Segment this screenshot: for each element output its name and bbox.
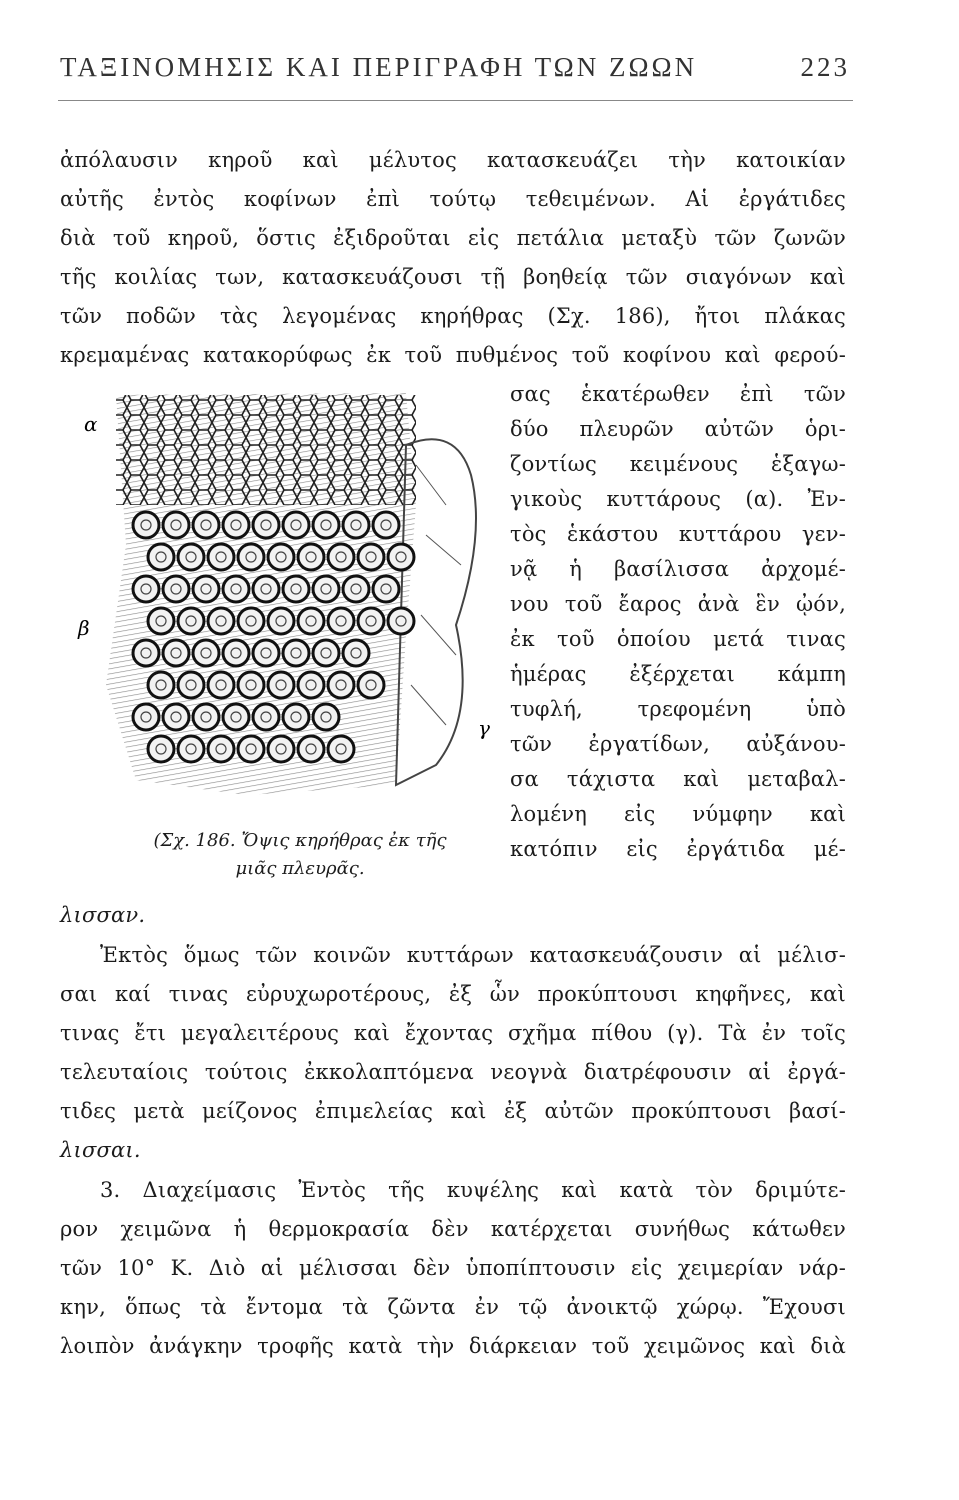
text-line: ἀπόλαυσιν κηροῦ καὶ μέλυτος κατασκευάζει τὴν κατοικίαν (60, 148, 846, 172)
capped-cell (238, 736, 264, 762)
text-line: σαι καί τινας εὐρυχωροτέρους, ἐξ ὧν προκύπτουσι κηφῆνες, καὶ (60, 982, 846, 1006)
capped-cell (313, 576, 339, 602)
capped-cell (268, 736, 294, 762)
capped-cell (283, 704, 309, 730)
text-line: τῆς κοιλίας των, κατασκευάζουσι τῇ βοηθείᾳ τῶν σιαγόνων καὶ (60, 265, 846, 289)
text-line: κρεμαμένας κατακορύφως ἐκ τοῦ πυθμένος τοῦ κοφίνου καὶ φερού- (60, 343, 846, 367)
label-a: α (84, 412, 98, 436)
capped-cell (253, 704, 279, 730)
text-line: νου τοῦ ἔαρος ἀνὰ ἓν ᾠόν, (510, 592, 846, 616)
header-title: ΤΑΞΙΝΟΜΗΣΙΣ ΚΑΙ ΠΕΡΙΓΡΑΦΗ ΤΩΝ ΖΩΩΝ (60, 52, 698, 82)
capped-cell (298, 544, 324, 570)
capped-cell (148, 608, 174, 634)
capped-cell (178, 672, 204, 698)
capped-cell (208, 608, 234, 634)
capped-cell (163, 576, 189, 602)
text-line: λισσαι. (60, 1138, 141, 1162)
running-header (60, 52, 850, 83)
capped-cell (178, 544, 204, 570)
text-line: δύο πλευρῶν αὐτῶν ὁρι- (510, 417, 846, 441)
text-line: λομένη εἰς νύμφην καὶ (510, 802, 846, 826)
capped-cell (283, 512, 309, 538)
text-line: γικοὺς κυττάρους (α). Ἐν- (510, 487, 846, 511)
capped-cell (298, 608, 324, 634)
label-c: γ (478, 716, 490, 740)
text-line: ἐκ τοῦ ὁποίου μετά τινας (510, 627, 846, 651)
capped-cell (328, 544, 354, 570)
capped-cell (148, 544, 174, 570)
text-line: τῶν ἐργατίδων, αὐξάνου- (510, 732, 846, 756)
capped-cell (298, 736, 324, 762)
capped-cell (343, 576, 369, 602)
capped-cell (298, 672, 324, 698)
capped-cell (388, 544, 414, 570)
label-b: β (78, 616, 90, 640)
page-number: 223 (800, 52, 850, 82)
capped-cell (163, 512, 189, 538)
capped-cell (148, 672, 174, 698)
section-heading-line: 3. Διαχείμασις Ἐντὸς τῆς κυψέλης καὶ κατὰ τὸν δριμύτε- (100, 1178, 846, 1202)
capped-cell (358, 608, 384, 634)
capped-cell (358, 672, 384, 698)
text-line: διὰ τοῦ κηροῦ, ὅστις ἐξιδροῦται εἰς πετάλια μεταξὺ τῶν ζωνῶν (60, 226, 846, 250)
capped-cell (373, 512, 399, 538)
capped-cell (163, 640, 189, 666)
text-line: ἡμέρας ἐξέρχεται κάμπη (510, 662, 846, 686)
text-line: τῶν ποδῶν τὰς λεγομένας κηρήθρας (Σχ. 186), ἤτοι πλάκας (60, 304, 846, 328)
capped-cell (313, 640, 339, 666)
capped-cell (388, 608, 414, 634)
text-line: νᾷ ἡ βασίλισσα ἀρχομέ- (510, 557, 846, 581)
capped-cell (223, 576, 249, 602)
capped-cell (193, 576, 219, 602)
text-line: τινας ἔτι μεγαλειτέρους καὶ ἔχοντας σχῆμα πίθου (γ). Τὰ ἐν τοῖς (60, 1021, 846, 1045)
capped-cell (373, 576, 399, 602)
text-line: ζοντίως κειμένους ἑξαγω- (510, 452, 846, 476)
capped-cell (253, 512, 279, 538)
text-line: λισσαν. (60, 903, 146, 927)
capped-cell (178, 608, 204, 634)
capped-cell (178, 736, 204, 762)
capped-cell (223, 704, 249, 730)
capped-cell (148, 736, 174, 762)
capped-cell (283, 576, 309, 602)
capped-cell (328, 736, 354, 762)
capped-cell (343, 512, 369, 538)
capped-cell (223, 512, 249, 538)
text-line: τυφλή, τρεφομένη ὑπὸ (510, 697, 846, 721)
figure-caption-line-2: μιᾶς πλευρᾶς. (235, 858, 365, 879)
figure-caption-line-1: (Σχ. 186. Ὄψις κηρήθρας ἐκ τῆς (153, 830, 447, 851)
capped-cell (133, 576, 159, 602)
honeycomb-figure (76, 385, 504, 835)
capped-cell (283, 640, 309, 666)
capped-cell (223, 640, 249, 666)
text-line: κην, ὅπως τὰ ἔντομα τὰ ζῶντα ἐν τῷ ἀνοικτῷ χώρῳ. Ἔχουσι (60, 1295, 846, 1319)
text-line: σας ἑκατέρωθεν ἐπὶ τῶν (510, 382, 846, 406)
text-line: τιδες μετὰ μείζονος ἐπιμελείας καὶ ἐξ αὐτῶν προκύπτουσι βασί- (60, 1099, 846, 1123)
capped-cell (193, 640, 219, 666)
capped-cell (313, 512, 339, 538)
capped-cell (238, 608, 264, 634)
text-line: κατόπιν εἰς ἐργάτιδα μέ- (510, 837, 846, 861)
capped-cell (193, 512, 219, 538)
capped-cell (133, 640, 159, 666)
text-line: λοιπὸν ἀνάγκην τροφῆς κατὰ τὴν διάρκειαν τοῦ χειμῶνος καὶ διὰ (60, 1334, 846, 1358)
capped-cell (328, 672, 354, 698)
capped-cell (133, 704, 159, 730)
capped-cell (208, 544, 234, 570)
capped-cell (238, 544, 264, 570)
text-line: σα τάχιστα καὶ μεταβαλ- (510, 767, 846, 791)
text-line: Ἐκτὸς ὅμως τῶν κοινῶν κυττάρων κατασκευάζουσιν αἱ μέλισ- (100, 943, 846, 967)
capped-cell (268, 608, 294, 634)
capped-cell (328, 608, 354, 634)
capped-cell (133, 512, 159, 538)
capped-cell (343, 640, 369, 666)
capped-cell (268, 672, 294, 698)
capped-cell (208, 672, 234, 698)
capped-cell (238, 672, 264, 698)
capped-cell (313, 704, 339, 730)
capped-cell (208, 736, 234, 762)
text-line: ρον χειμῶνα ἡ θερμοκρασία δὲν κατέρχεται συνήθως κάτωθεν (60, 1217, 846, 1241)
header-rule (58, 100, 853, 101)
capped-cell (163, 704, 189, 730)
capped-cell (253, 576, 279, 602)
capped-cell (268, 544, 294, 570)
text-line: τῶν 10° Κ. Διὸ αἱ μέλισσαι δὲν ὑποπίπτουσιν εἰς χειμερίαν νάρ- (60, 1256, 846, 1280)
text-line: τελευταίοις τούτοις ἐκκολαπτόμενα νεογνὰ διατρέφουσιν αἱ ἐργά- (60, 1060, 846, 1084)
text-line: τὸς ἑκάστου κυττάρου γεν- (510, 522, 846, 546)
text-line: αὐτῆς ἐντὸς κοφίνων ἐπὶ τούτῳ τεθειμένων. Αἱ ἐργάτιδες (60, 187, 846, 211)
capped-cell (358, 544, 384, 570)
capped-cell (193, 704, 219, 730)
capped-cell (253, 640, 279, 666)
